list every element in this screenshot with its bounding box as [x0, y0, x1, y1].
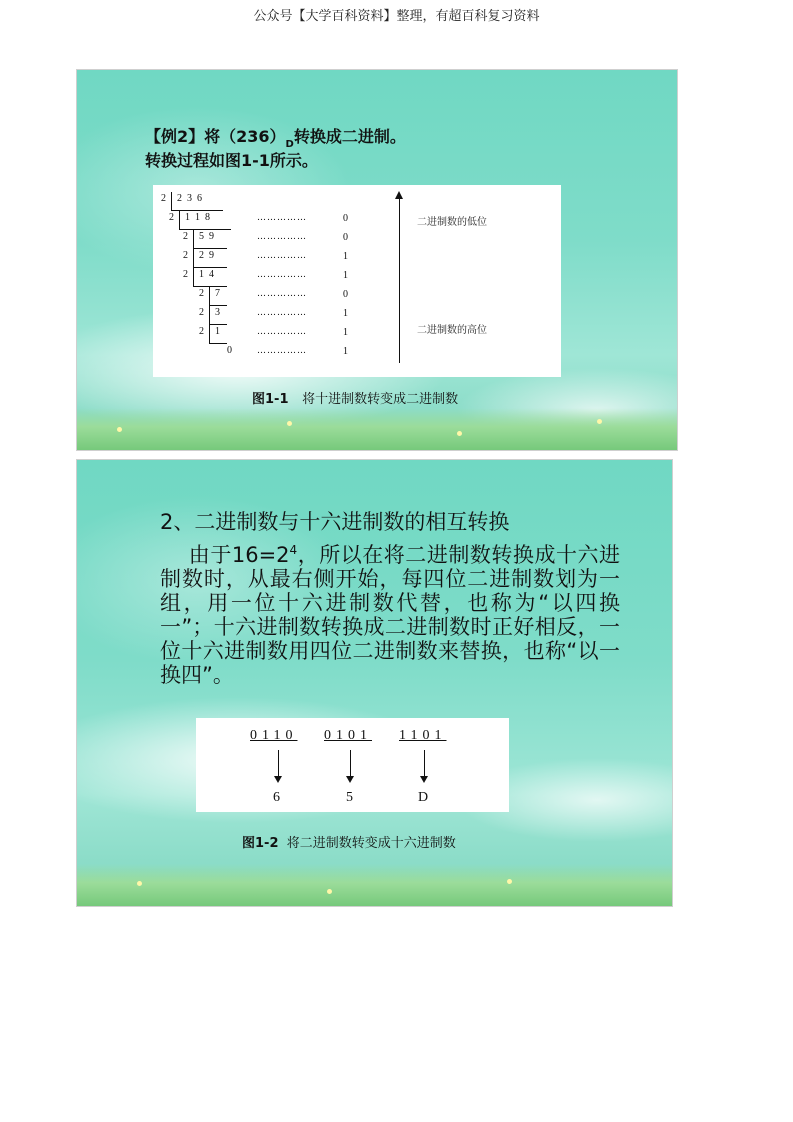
division-underline	[209, 324, 227, 325]
dividend: 2 9	[199, 250, 214, 261]
leader-dots: ……………	[257, 270, 307, 280]
down-arrow-icon	[420, 776, 428, 783]
grass-decoration	[77, 408, 677, 450]
leader-dots: ……………	[257, 308, 307, 318]
caption-text: 将二进制数转变成十六进制数	[286, 836, 456, 851]
leader-dots: ……………	[257, 327, 307, 337]
grass-decoration	[77, 864, 672, 906]
figure-1-1	[153, 185, 561, 377]
divisor: 2	[183, 269, 188, 280]
hex-digit: 5	[346, 790, 353, 805]
up-arrow-icon	[395, 191, 403, 199]
division-bracket	[209, 287, 210, 306]
flower-decoration	[117, 427, 122, 432]
slide-binary-hex	[76, 459, 673, 907]
figure-1-1-caption	[252, 388, 458, 407]
para-superscript: 4	[289, 543, 298, 557]
leader-dots: ……………	[257, 289, 307, 299]
down-arrow-icon	[346, 776, 354, 783]
dividend: 5 9	[199, 231, 214, 242]
flower-decoration	[287, 421, 292, 426]
section-heading: 2、二进制数与十六进制数的相互转换	[160, 510, 510, 534]
division-bracket	[209, 325, 210, 344]
para-part-b: ，所以在将二进制数转换成十六进制数时，从最右侧开始，每四位二进制数划为一组，用一位十六进制数代替，也称为“以四换一”；十六进制数转换成二进制数时正好相反，一位十六进制数用四位二进制数来替换，也称“以一换四”。	[160, 543, 621, 687]
hex-digit: 6	[273, 790, 280, 805]
binary-group: 0101	[324, 728, 372, 743]
title-subscript: D	[285, 139, 294, 150]
caption-number: 图1-1	[252, 392, 289, 407]
caption-text: 将十进制数转变成二进制数	[302, 392, 459, 407]
down-arrow-icon	[274, 776, 282, 783]
dividend: 1 1 8	[185, 212, 210, 223]
divisor: 2	[183, 250, 188, 261]
leader-dots: ……………	[257, 251, 307, 261]
dividend: 0	[227, 345, 232, 356]
divisor: 2	[161, 193, 166, 204]
division-underline	[179, 229, 231, 230]
flower-decoration	[457, 431, 462, 436]
flower-decoration	[507, 879, 512, 884]
high-bit-label: 二进制数的高位	[417, 325, 487, 336]
dividend: 7	[215, 288, 220, 299]
divisor: 2	[199, 326, 204, 337]
remainder: 0	[343, 232, 348, 243]
down-arrow-line	[424, 750, 425, 778]
dividend: 1 4	[199, 269, 214, 280]
division-bracket	[193, 249, 194, 268]
division-bracket	[193, 268, 194, 287]
flower-decoration	[327, 889, 332, 894]
dividend: 2 3 6	[177, 193, 202, 204]
flower-decoration	[597, 419, 602, 424]
remainder: 1	[343, 346, 348, 357]
remainder: 0	[343, 213, 348, 224]
binary-group: 1101	[399, 728, 447, 743]
leader-dots: ……………	[257, 213, 307, 223]
leader-dots: ……………	[257, 346, 307, 356]
hex-digit: D	[418, 790, 429, 805]
title-suffix: 转换成二进制。	[293, 127, 406, 146]
remainder: 1	[343, 308, 348, 319]
figure-1-2-caption	[242, 832, 456, 851]
division-bracket	[209, 306, 210, 325]
division-bracket	[179, 211, 180, 230]
divisor: 2	[169, 212, 174, 223]
dividend: 1	[215, 326, 220, 337]
remainder: 1	[343, 270, 348, 281]
dividend: 3	[215, 307, 220, 318]
page-header: 公众号【大学百科资料】整理，有超百科复习资料	[253, 9, 540, 24]
division-bracket	[171, 192, 172, 211]
flower-decoration	[137, 881, 142, 886]
divisor: 2	[183, 231, 188, 242]
figure-1-2	[196, 718, 509, 812]
binary-group: 0110	[250, 728, 298, 743]
example-subtitle: 转换过程如图1-1所示。	[145, 151, 318, 170]
down-arrow-line	[350, 750, 351, 778]
division-underline	[193, 286, 227, 287]
down-arrow-line	[278, 750, 279, 778]
divisor: 2	[199, 288, 204, 299]
remainder: 1	[343, 251, 348, 262]
slide-example-2	[76, 69, 678, 451]
division-underline	[209, 305, 227, 306]
caption-number: 图1-2	[242, 836, 279, 851]
para-part-a: 由于16=2	[188, 543, 290, 567]
remainder: 1	[343, 327, 348, 338]
leader-dots: ……………	[257, 232, 307, 242]
up-arrow-line	[399, 197, 400, 363]
division-bracket	[193, 230, 194, 249]
division-underline	[193, 267, 227, 268]
title-prefix: 【例2】将（236）	[145, 127, 286, 146]
division-underline	[209, 343, 227, 344]
section-paragraph	[160, 538, 620, 687]
remainder: 0	[343, 289, 348, 300]
divisor: 2	[199, 307, 204, 318]
division-underline	[193, 248, 227, 249]
low-bit-label: 二进制数的低位	[417, 217, 487, 228]
